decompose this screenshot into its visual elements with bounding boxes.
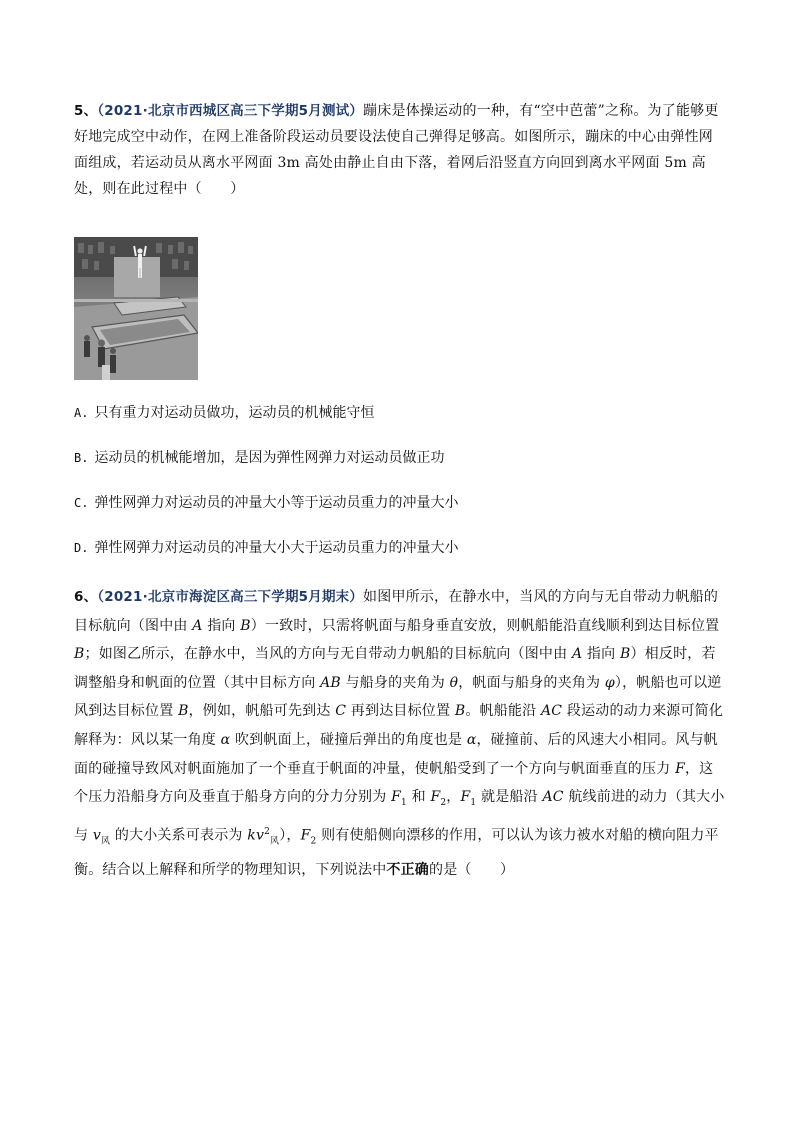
question-number: 5、 [74,103,98,119]
question-6 [74,583,726,884]
option-c[interactable] [74,493,726,513]
text-run: ，这个压力沿船身方向及垂直于船身方向的分力分别为 [74,760,714,806]
text-run: 和 [406,789,431,806]
text-run: 的是（ ） [429,861,515,878]
question-source: （2021·北京市海淀区高三下学期5月期末） [97,589,364,605]
option-letter: C. [74,496,89,510]
option-b[interactable] [74,448,726,468]
text-run: 就是船沿 [476,789,543,806]
trampoline-photo [74,237,198,380]
text-run: ），帆船也可以逆风到达目标位置 [74,674,722,720]
option-text: 弹性网弹力对运动员的冲量大小等于运动员重力的冲量大小 [94,495,459,511]
text-run: ）， [279,827,301,844]
text-run: ，例如，帆船可先到达 [188,703,336,720]
symbol-b: B [454,703,466,720]
symbol-f: F [675,760,685,777]
symbol-alpha: α [220,731,231,748]
question-number: 6、 [74,589,98,605]
symbol-b: B [240,617,251,634]
subscript: 2 [440,797,447,808]
text-run: 如图甲所示，在静水中，当风的方向与无自带动力帆船的目标航向（图中由 [74,589,719,634]
text-run: ）相反时，若调整船身和帆面的位置（其中目标方向 [74,646,716,691]
symbol-phi: φ [604,674,615,691]
emphasis-not-correct: 不正确 [386,861,430,878]
option-text: 只有重力对运动员做功，运动员的机械能守恒 [94,405,375,421]
symbol-a: A [192,617,203,634]
symbol-ab: AB [320,674,341,691]
symbol-f1: F [391,789,401,806]
symbol-b: B [619,646,631,663]
question-5-stem [74,98,726,202]
option-letter: B. [74,451,89,465]
symbol-b: B [178,703,189,720]
symbol-ac: AC [542,789,564,806]
superscript: 2 [264,826,271,837]
text-run: 与船身的夹角为 [340,674,450,691]
symbol-f2: F [430,789,441,806]
text-run: ，碰撞前、后的风速大小相同。风与帆面的碰撞导致风对帆面施加了一个垂直于帆面的冲量，使帆船受到了一个方向与帆面垂直的压力 [74,731,718,777]
question-text: 蹦床是体操运动的一种，有“空中芭蕾”之称。为了能够更好地完成空中动作，在网上准备阶段运动员要设法使自己弹得足够高。如图所示，蹦床的中心由弹性网面组成，若运动员从离水平网面 3m 高处由静止自由下落，着网后沿竖直方向回到离水平网面 5m 高处，则在此过程中（ ） [74,103,719,197]
option-a[interactable] [74,403,726,423]
subscript: 风 [100,836,111,846]
option-d[interactable] [74,538,726,558]
symbol-f1: F [460,789,471,806]
subscript: 1 [470,797,477,808]
text-run: ；如图乙所示，在静水中，当风的方向与无自带动力帆船的目标航向（图中由 [84,646,572,663]
text-run: 则有使船侧向漂移的作用，可以认为该力被水对船的横向阻力平衡。结合以上解释和所学的物理知识，下列说法中 [74,827,719,878]
symbol-ac: AC [541,703,563,720]
symbol-a: A [571,646,583,663]
text-run: 的大小关系可表示为 [110,827,248,844]
symbol-f2: F [300,827,311,844]
text-run: 航线前进的动力（其大小与 [74,789,725,844]
option-letter: D. [74,541,89,555]
symbol-kv2: kv [247,827,265,844]
subscript: 风 [270,836,280,846]
text-run: 指向 [582,646,620,663]
text-run: 。帆船能沿 [465,703,541,720]
text-run: ， [446,789,461,806]
symbol-theta: θ [449,674,459,691]
option-letter: A. [74,406,89,420]
text-run: 指向 [202,617,241,634]
text-run: ）一致时，只需将帆面与船身垂直安放，则帆船能沿直线顺利到达目标位置 [250,617,720,634]
question-6-stem [74,583,726,884]
subscript: 1 [400,797,407,808]
subscript: 2 [310,836,317,846]
text-run: 段运动的动力来源可简化解释为：风以某一角度 [74,703,724,748]
text-run: 再到达目标位置 [346,703,455,720]
question-5 [74,98,726,202]
option-text: 弹性网弹力对运动员的冲量大小大于运动员重力的冲量大小 [94,540,459,556]
text-run: 吹到帆面上，碰撞后弹出的角度也是 [230,731,467,748]
symbol-v-wind: v [92,827,101,844]
symbol-alpha: α [466,731,477,748]
symbol-b: B [74,646,85,663]
question-source: （2021·北京市西城区高三下学期5月测试） [97,103,364,119]
option-text: 运动员的机械能增加，是因为弹性网弹力对运动员做正功 [94,450,445,466]
text-run: ，帆面与船身的夹角为 [458,674,605,691]
symbol-c: C [335,703,347,720]
